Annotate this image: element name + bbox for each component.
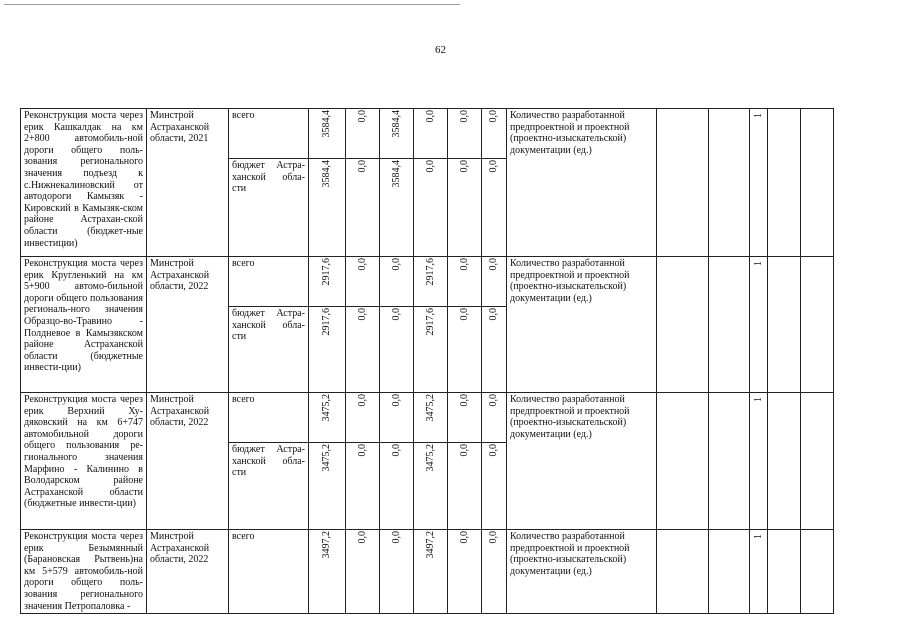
amount-value: 0,0 (390, 531, 402, 544)
funding-source-cell: всего (229, 257, 309, 307)
amount-value: 3475,2 (424, 394, 436, 422)
scan-top-edge-line (4, 4, 460, 5)
amount-value: 3497,2 (321, 531, 332, 559)
executor-cell: Минстрой Астраханской области, 2022 (147, 530, 229, 614)
executor-cell: Минстрой Астраханской области, 2022 (147, 257, 229, 393)
indicator-value-cell (709, 393, 750, 530)
amount-value: 3475,2 (321, 394, 332, 422)
activity-name-cell: Реконструкция моста через ерик Безымянный (Барановская Рытвень)на км 5+579 автомобиль-ной дороги общего поль-зования регионального значения Петропаловка - (21, 530, 147, 614)
table-row (21, 109, 834, 159)
amount-value: 0,0 (488, 308, 499, 321)
amount-value: 2917,6 (424, 308, 436, 336)
amount-value: 0,0 (356, 531, 368, 544)
amount-cell (482, 257, 507, 307)
indicator-value-cell (801, 109, 834, 257)
funding-source-cell: всего (229, 393, 309, 443)
amount-value: 3497,2 (424, 531, 436, 559)
indicator-value-cell (709, 109, 750, 257)
amount-cell (380, 109, 414, 159)
amount-value: 0,0 (458, 444, 470, 457)
amount-value: 0,0 (356, 110, 368, 123)
amount-cell (414, 443, 448, 530)
indicator-value-cell (709, 257, 750, 393)
amount-cell (414, 393, 448, 443)
indicator-cell: Количество разработанной предпроектной и проектной (проектно-изыскательской) документации (ед.) (507, 109, 657, 257)
indicator-value-cell (709, 530, 750, 614)
amount-cell (414, 159, 448, 257)
table-row (21, 257, 834, 307)
amount-value: 0,0 (424, 160, 436, 173)
table-row (21, 393, 834, 443)
amount-cell (414, 307, 448, 393)
program-activities-table (20, 108, 834, 614)
amount-cell (309, 530, 346, 614)
amount-value: 3475,2 (424, 444, 436, 472)
indicator-value-cell (750, 393, 768, 530)
amount-value: 3584,4 (390, 110, 402, 138)
amount-cell (380, 393, 414, 443)
funding-source-cell: всего (229, 109, 309, 159)
amount-value: 0,0 (458, 531, 470, 544)
amount-value: 3475,2 (321, 444, 332, 472)
amount-cell (482, 443, 507, 530)
amount-value: 0,0 (424, 110, 436, 123)
amount-cell (346, 159, 380, 257)
indicator-value-cell (657, 109, 709, 257)
executor-cell: Минстрой Астраханской области, 2021 (147, 109, 229, 257)
amount-cell (448, 393, 482, 443)
funding-source-cell: всего (229, 530, 309, 614)
amount-cell (414, 530, 448, 614)
amount-cell (448, 530, 482, 614)
amount-value: 0,0 (488, 531, 499, 544)
funding-source-cell: бюджет Астра-ханской обла-сти (229, 159, 309, 257)
amount-cell (482, 393, 507, 443)
funding-source-cell: бюджет Астра-ханской обла-сти (229, 443, 309, 530)
amount-cell (309, 393, 346, 443)
amount-cell (448, 443, 482, 530)
amount-cell (309, 109, 346, 159)
amount-cell (346, 530, 380, 614)
amount-cell (309, 257, 346, 307)
indicator-value-cell (657, 530, 709, 614)
amount-value: 0,0 (488, 160, 499, 173)
amount-value: 2917,6 (321, 258, 332, 286)
indicator-value-cell (768, 257, 801, 393)
amount-cell (309, 159, 346, 257)
amount-value: 0,0 (390, 258, 402, 271)
amount-value: 0,0 (488, 258, 499, 271)
amount-value: 0,0 (458, 258, 470, 271)
indicator-value-cell (801, 393, 834, 530)
amount-value: 3584,4 (321, 110, 332, 138)
amount-cell (482, 530, 507, 614)
indicator-cell: Количество разработанной предпроектной и проектной (проектно-изыскательской) документации (ед.) (507, 393, 657, 530)
indicator-value-cell (801, 257, 834, 393)
activity-name-cell: Реконструкция моста через ерик Кашкалдак на км 2+800 автомобиль-ной дороги общего поль-зования регионального значения подъезд к с.Нижнекалиновский от автодороги Камызяк - Кировский в Камызяк-ском районе Астрахан-ской области (бюджет-ные инвестиции) (21, 109, 147, 257)
amount-cell (380, 159, 414, 257)
amount-cell (346, 307, 380, 393)
amount-cell (346, 257, 380, 307)
indicator-value-cell (768, 530, 801, 614)
amount-cell (414, 109, 448, 159)
indicator-value-cell (768, 109, 801, 257)
amount-cell (414, 257, 448, 307)
amount-cell (448, 257, 482, 307)
amount-value: 2917,6 (424, 258, 436, 286)
indicator-count: 1 (752, 261, 764, 266)
amount-value: 0,0 (488, 110, 499, 123)
amount-value: 3584,4 (321, 160, 332, 188)
amount-cell (380, 257, 414, 307)
indicator-cell: Количество разработанной предпроектной и проектной (проектно-изыскательской) документации (ед.) (507, 530, 657, 614)
amount-value: 0,0 (356, 444, 368, 457)
table-row (21, 530, 834, 614)
amount-cell (380, 307, 414, 393)
indicator-value-cell (750, 109, 768, 257)
activity-name-cell: Реконструкция моста через ерик Кругленький на км 5+900 автомо-бильной дороги общего пользования региональ-ного значения Образцо-во-Травино - Полдневое в Камызякском районе Астраханской области (бюджетные инвести-ции) (21, 257, 147, 393)
activity-name-cell: Реконструкция моста через ерик Верхний Ху-дяковский на км 6+747 автомобильной дороги общего пользования ре-гионального значения Марфино - Калинино в Володарском районе Астраханской области (бюджетные инвести-ции) (21, 393, 147, 530)
amount-cell (482, 307, 507, 393)
indicator-value-cell (750, 530, 768, 614)
amount-cell (346, 393, 380, 443)
amount-value: 3584,4 (390, 160, 402, 188)
indicator-count: 1 (752, 397, 764, 402)
amount-cell (448, 109, 482, 159)
table-body (21, 109, 834, 614)
amount-cell (482, 109, 507, 159)
indicator-count: 1 (752, 534, 764, 539)
amount-cell (309, 307, 346, 393)
amount-cell (448, 159, 482, 257)
amount-value: 0,0 (458, 160, 470, 173)
amount-value: 2917,6 (321, 308, 332, 336)
amount-cell (346, 443, 380, 530)
amount-value: 0,0 (488, 444, 499, 457)
indicator-value-cell (768, 393, 801, 530)
indicator-value-cell (801, 530, 834, 614)
amount-value: 0,0 (390, 444, 402, 457)
amount-value: 0,0 (390, 394, 402, 407)
amount-value: 0,0 (488, 394, 499, 407)
indicator-count: 1 (752, 113, 764, 118)
page-number: 62 (435, 44, 446, 56)
indicator-cell: Количество разработанной предпроектной и проектной (проектно-изыскательской) документации (ед.) (507, 257, 657, 393)
amount-cell (448, 307, 482, 393)
amount-value: 0,0 (356, 308, 368, 321)
amount-cell (482, 159, 507, 257)
executor-cell: Минстрой Астраханской области, 2022 (147, 393, 229, 530)
amount-cell (380, 443, 414, 530)
indicator-value-cell (750, 257, 768, 393)
amount-value: 0,0 (458, 308, 470, 321)
amount-value: 0,0 (356, 160, 368, 173)
amount-cell (380, 530, 414, 614)
amount-value: 0,0 (390, 308, 402, 321)
amount-value: 0,0 (356, 394, 368, 407)
funding-source-cell: бюджет Астра-ханской обла-сти (229, 307, 309, 393)
amount-value: 0,0 (458, 110, 470, 123)
indicator-value-cell (657, 393, 709, 530)
amount-cell (309, 443, 346, 530)
amount-cell (346, 109, 380, 159)
amount-value: 0,0 (356, 258, 368, 271)
amount-value: 0,0 (458, 394, 470, 407)
indicator-value-cell (657, 257, 709, 393)
